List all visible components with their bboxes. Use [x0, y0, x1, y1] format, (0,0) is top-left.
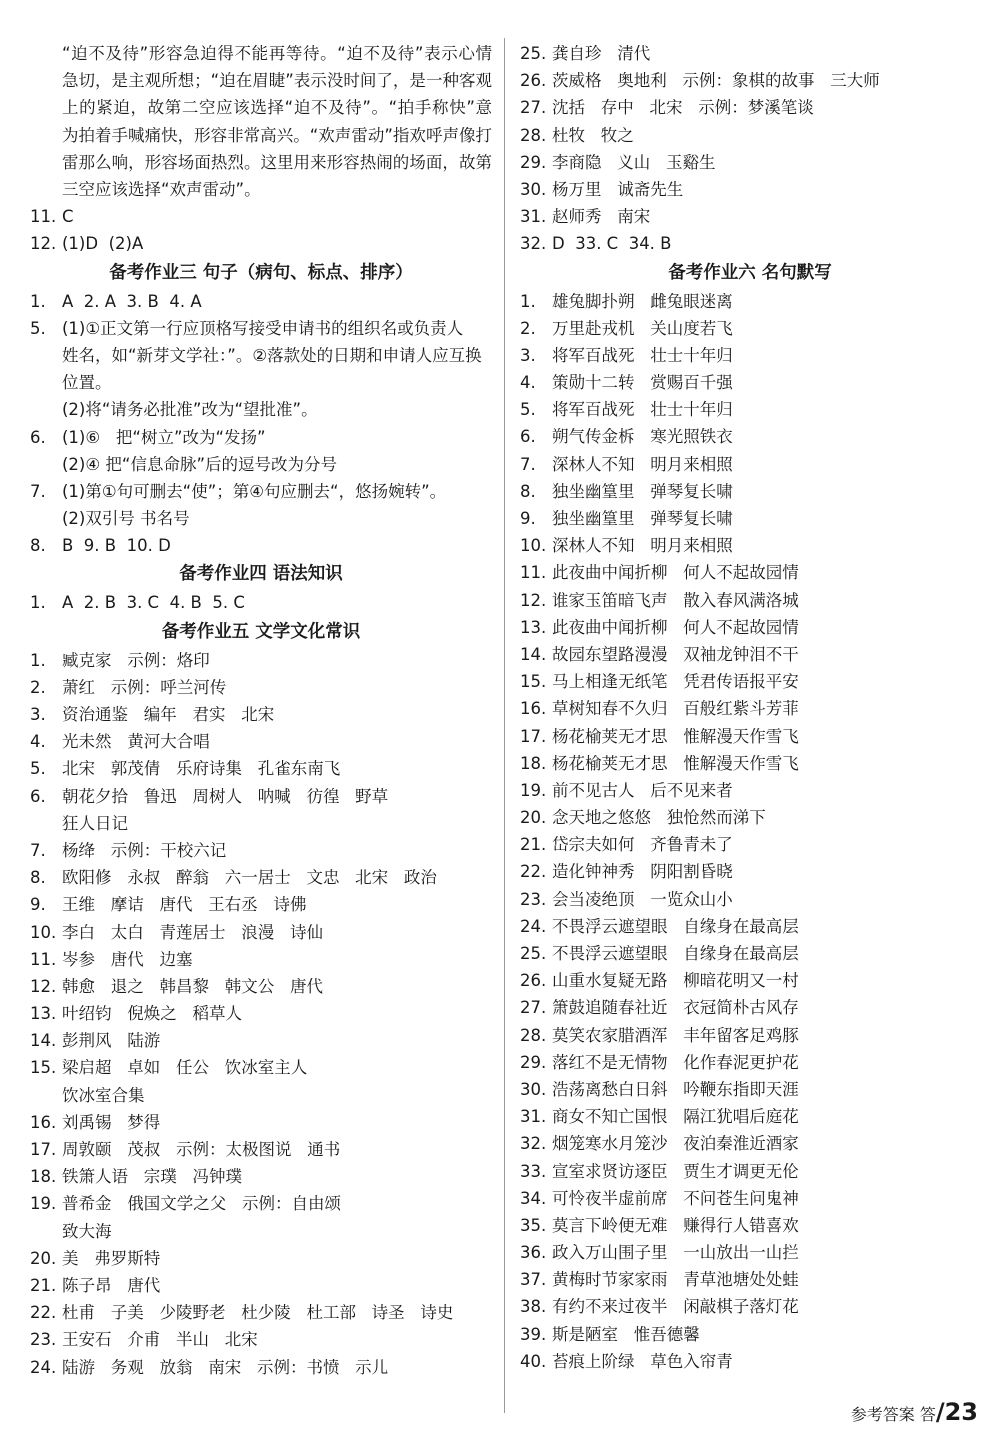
answer-line [30, 674, 492, 701]
intro-paragraph: “迫不及待”形容急迫得不能再等待。“迫不及待”表示心情急切，是主观所想；“迫在眉睫”表示没时间了，是一种客观上的紧迫，故第二空应该选择“迫不及待”。“拍手称快”意为拍着手喊痛快，形容非常高兴。“欢声雷动”指欢呼声像打雷那么响，形容场面热烈。这里用来形容热闹的场面，故第三空应该选择“欢声雷动”。 [62, 44, 492, 200]
item-text: 策勋十二转 赏赐百千强 [552, 373, 733, 393]
answer-line [30, 1109, 492, 1136]
item-number: 19. [30, 1194, 57, 1214]
item-number: 18. [30, 1167, 57, 1187]
item-text: 狂人日记 [62, 813, 128, 833]
item-number: 21. [30, 1275, 57, 1295]
item-text: 韩愈 退之 韩昌黎 韩文公 唐代 [62, 976, 323, 996]
answer-line [520, 1103, 980, 1130]
s3-answer-1: 1. A 2. A 3. B 4. A [30, 291, 202, 311]
item-number: 35. [520, 1215, 547, 1235]
answer-line [520, 1348, 980, 1375]
s3-answer-7: 7. (1)第①句可删去“使”；第④句应删去“，悠扬婉转”。 [30, 481, 447, 501]
answer-line [520, 478, 980, 505]
answer-line [30, 1136, 492, 1163]
item-number: 10. [520, 536, 547, 556]
answer-line [520, 723, 980, 750]
answer-line [520, 1049, 980, 1076]
item-number: 1. [30, 650, 46, 670]
item-number: 6. [30, 786, 46, 806]
item-text: 念天地之悠悠 独怆然而涕下 [552, 808, 766, 828]
s3-answer-6-part2: (2)④ 把“信息命脉”后的逗号改为分号 [62, 454, 338, 474]
item-number: 3. [30, 705, 46, 725]
s3-answer-5-cont: 位置。 [62, 373, 112, 393]
item-text: 草树知春不久归 百般红紫斗芳菲 [552, 699, 799, 719]
item-text: 普希金 俄国文学之父 示例：自由颂 [62, 1194, 341, 1214]
answer-line [520, 315, 980, 342]
item-number: 23. [30, 1330, 57, 1350]
item-text: 深林人不知 明月来相照 [552, 536, 733, 556]
answer-line [520, 804, 980, 831]
item-text: 欧阳修 永叔 醉翁 六一居士 文忠 北宋 政治 [62, 868, 437, 888]
item-number: 12. [30, 976, 57, 996]
item-number: 37. [520, 1270, 547, 1290]
item-number: 1. [520, 291, 536, 311]
item-text: 莫言下岭便无难 赚得行人错喜欢 [552, 1215, 799, 1235]
item-text: 刘禹锡 梦得 [62, 1112, 161, 1132]
item-number: 14. [520, 644, 547, 664]
item-number: 11. [520, 563, 547, 583]
item-number: 2. [520, 318, 536, 338]
answer-line [30, 783, 492, 810]
answer-line [30, 810, 492, 837]
item-text: 马上相逢无纸笔 凭君传语报平安 [552, 672, 799, 692]
answer-line [520, 342, 980, 369]
item-text: 有约不来过夜半 闲敲棋子落灯花 [552, 1297, 799, 1317]
footer-label: 参考答案 [850, 1405, 915, 1424]
item-text: 黄梅时节家家雨 青草池塘处处蛙 [552, 1270, 799, 1290]
item-number: 5. [520, 400, 536, 420]
item-number: 29. [520, 1052, 547, 1072]
item-number: 28. [520, 1025, 547, 1045]
left-column [30, 40, 492, 1381]
item-number: 15. [30, 1058, 57, 1078]
item-number: 27. [520, 98, 547, 118]
s3-answer-5-cont: 姓名，如“新芽文学社：”。②落款处的日期和申请人应互换 [62, 345, 482, 365]
item-number: 20. [520, 808, 547, 828]
item-text: 朔气传金柝 寒光照铁衣 [552, 427, 733, 447]
answer-line [520, 67, 980, 94]
answer-line [520, 1185, 980, 1212]
answer-line [30, 973, 492, 1000]
section-heading-4: 备考作业四 语法知识 [179, 564, 343, 585]
item-text: 赵师秀 南宋 [552, 207, 651, 227]
answer-line [520, 369, 980, 396]
item-text: D 33. C 34. B [552, 234, 672, 254]
item-number: 3. [520, 345, 536, 365]
item-text: 光未然 黄河大合唱 [62, 732, 210, 752]
item-number: 26. [520, 971, 547, 991]
answer-line [520, 451, 980, 478]
answer-line [520, 559, 980, 586]
item-text: 可怜夜半虚前席 不问苍生问鬼神 [552, 1188, 799, 1208]
answer-line [30, 1163, 492, 1190]
answer-line [30, 755, 492, 782]
item-text: 萧红 示例：呼兰河传 [62, 677, 227, 697]
answer-line [30, 1272, 492, 1299]
item-number: 5. [30, 759, 46, 779]
item-text: 万里赴戎机 关山度若飞 [552, 318, 733, 338]
item-number: 18. [520, 753, 547, 773]
item-text: 王安石 介甫 半山 北宋 [62, 1330, 258, 1350]
answer-line [520, 94, 980, 121]
item-text: 致大海 [62, 1221, 112, 1241]
answer-line [30, 864, 492, 891]
item-number: 24. [30, 1357, 57, 1377]
item-number: 34. [520, 1188, 547, 1208]
answer-line [520, 967, 980, 994]
answer-line [520, 532, 980, 559]
answer-line [520, 886, 980, 913]
item-number: 30. [520, 1079, 547, 1099]
answer-line [520, 423, 980, 450]
item-text: 山重水复疑无路 柳暗花明又一村 [552, 971, 799, 991]
item-text: 宣室求贤访逐臣 贾生才调更无伦 [552, 1161, 799, 1181]
column-divider [504, 38, 505, 1413]
answer-line [520, 695, 980, 722]
item-text: 美 弗罗斯特 [62, 1248, 161, 1268]
item-text: 造化钟神秀 阴阳割昏晓 [552, 862, 733, 882]
item-number: 26. [520, 71, 547, 91]
item-text: 臧克家 示例：烙印 [62, 650, 210, 670]
s3-answer-8: 8. B 9. B 10. D [30, 536, 171, 556]
answer-line [30, 1299, 492, 1326]
answer-line [520, 1321, 980, 1348]
item-text: 王维 摩诘 唐代 王右丞 诗佛 [62, 895, 307, 915]
item-text: 斯是陋室 惟吾德馨 [552, 1324, 700, 1344]
answer-line [30, 919, 492, 946]
item-text: 将军百战死 壮士十年归 [552, 400, 733, 420]
item-number: 33. [520, 1161, 547, 1181]
item-text: 杜牧 牧之 [552, 125, 634, 145]
item-text: 陈子昂 唐代 [62, 1275, 161, 1295]
item-text: 此夜曲中闻折柳 何人不起故园情 [552, 563, 799, 583]
item-number: 28. [520, 125, 547, 145]
answer-11: 11. C [30, 207, 74, 227]
item-number: 25. [520, 944, 547, 963]
answer-line [520, 750, 980, 777]
item-text: 杨花榆荚无才思 惟解漫天作雪飞 [552, 753, 799, 773]
item-number: 8. [30, 868, 46, 888]
answer-line [520, 122, 980, 149]
item-number: 17. [520, 726, 547, 746]
answer-line [520, 1130, 980, 1157]
answer-line [520, 1076, 980, 1103]
answer-line [520, 994, 980, 1021]
item-number: 16. [30, 1112, 57, 1132]
item-number: 22. [30, 1303, 57, 1323]
item-number: 7. [520, 454, 536, 474]
answer-line [30, 1054, 492, 1081]
page-number: /23 [935, 1398, 978, 1426]
item-text: 杨花榆荚无才思 惟解漫天作雪飞 [552, 726, 799, 746]
answer-line [520, 858, 980, 885]
item-number: 31. [520, 207, 547, 227]
item-text: 雄兔脚扑朔 雌兔眼迷离 [552, 291, 733, 311]
item-number: 24. [520, 916, 547, 936]
section-5-list-continued [520, 40, 980, 258]
item-number: 21. [520, 835, 547, 855]
item-number: 4. [520, 373, 536, 393]
s3-answer-7-part2: (2)双引号 书名号 [62, 509, 190, 529]
answer-line [520, 831, 980, 858]
answer-line [30, 837, 492, 864]
item-number: 39. [520, 1324, 547, 1344]
item-text: 李商隐 义山 玉谿生 [552, 152, 716, 172]
item-text: 独坐幽篁里 弹琴复长啸 [552, 481, 733, 501]
answer-line [520, 1158, 980, 1185]
item-text: 岱宗夫如何 齐鲁青未了 [552, 835, 733, 855]
item-number: 29. [520, 152, 547, 172]
answer-line [30, 728, 492, 755]
answer-line [520, 288, 980, 315]
item-text: 沈括 存中 北宋 示例：梦溪笔谈 [552, 98, 814, 118]
item-number: 32. [520, 234, 547, 254]
item-text: 独坐幽篁里 弹琴复长啸 [552, 509, 733, 528]
item-number: 9. [520, 509, 536, 528]
item-number: 15. [520, 672, 547, 692]
item-number: 13. [520, 617, 547, 637]
answer-line [520, 1022, 980, 1049]
answer-line [30, 1082, 492, 1109]
answer-line [520, 1239, 980, 1266]
item-text: 杨万里 诚斋先生 [552, 179, 684, 199]
item-number: 7. [30, 840, 46, 860]
item-number: 6. [520, 427, 536, 447]
item-text: 茨威格 奥地利 示例：象棋的故事 三大师 [552, 71, 880, 91]
right-column [520, 40, 980, 1375]
answer-line [30, 701, 492, 728]
item-number: 22. [520, 862, 547, 882]
answer-line [520, 1266, 980, 1293]
item-text: 会当凌绝顶 一览众山小 [552, 889, 733, 909]
item-text: 杜甫 子美 少陵野老 杜少陵 杜工部 诗圣 诗史 [62, 1303, 454, 1323]
item-text: 陆游 务观 放翁 南宋 示例：书愤 示儿 [62, 1357, 389, 1377]
footer-prefix: 答 [919, 1405, 936, 1424]
item-text: 莫笑农家腊酒浑 丰年留客足鸡豚 [552, 1025, 799, 1045]
answer-12: 12. (1)D (2)A [30, 234, 144, 254]
item-text: 深林人不知 明月来相照 [552, 454, 733, 474]
item-text: 此夜曲中闻折柳 何人不起故园情 [552, 617, 799, 637]
item-text: 烟笼寒水月笼沙 夜泊秦淮近酒家 [552, 1134, 799, 1154]
answer-line [30, 1245, 492, 1272]
section-heading-5: 备考作业五 文学文化常识 [161, 621, 361, 642]
answer-line [520, 668, 980, 695]
answer-line [30, 1354, 492, 1381]
answer-line [30, 891, 492, 918]
s3-answer-5: 5. (1)①正文第一行应顶格写接受申请书的组织名或负责人 [30, 318, 464, 338]
answer-line [520, 913, 980, 940]
item-number: 27. [520, 998, 547, 1018]
item-text: 龚自珍 清代 [552, 44, 651, 63]
item-text: 前不见古人 后不见来者 [552, 780, 733, 800]
answer-line [30, 1027, 492, 1054]
item-number: 16. [520, 699, 547, 719]
answer-line [520, 203, 980, 230]
item-number: 12. [520, 590, 547, 610]
answer-line [30, 1000, 492, 1027]
item-text: 商女不知亡国恨 隔江犹唱后庭花 [552, 1107, 799, 1127]
item-text: 梁启超 卓如 任公 饮冰室主人 [62, 1058, 308, 1078]
item-text: 谁家玉笛暗飞声 散入春风满洛城 [552, 590, 799, 610]
section-heading-3: 备考作业三 句子（病句、标点、排序） [109, 262, 413, 283]
item-number: 36. [520, 1243, 547, 1263]
item-number: 40. [520, 1351, 547, 1371]
answer-line [520, 641, 980, 668]
item-number: 2. [30, 677, 46, 697]
item-number: 11. [30, 949, 57, 969]
answer-line [30, 1190, 492, 1217]
item-number: 14. [30, 1031, 57, 1051]
item-number: 38. [520, 1297, 547, 1317]
item-number: 23. [520, 889, 547, 909]
item-text: 苔痕上阶绿 草色入帘青 [552, 1351, 733, 1371]
item-text: 将军百战死 壮士十年归 [552, 345, 733, 365]
item-text: 周敦颐 茂叔 示例：太极图说 通书 [62, 1140, 341, 1160]
item-text: 故园东望路漫漫 双袖龙钟泪不干 [552, 644, 799, 664]
answer-line [520, 1293, 980, 1320]
section-5-list [30, 647, 492, 1381]
section-6-list [520, 288, 980, 1376]
item-text: 彭荆风 陆游 [62, 1031, 161, 1051]
item-number: 32. [520, 1134, 547, 1154]
section-heading-6: 备考作业六 名句默写 [668, 262, 832, 283]
item-text: 叶绍钧 倪焕之 稻草人 [62, 1004, 242, 1024]
item-text: 朝花夕拾 鲁迅 周树人 呐喊 彷徨 野草 [62, 786, 389, 806]
s4-answer-1: 1. A 2. B 3. C 4. B 5. C [30, 593, 245, 613]
s3-answer-5-part2: (2)将“请务必批准”改为“望批准”。 [62, 400, 318, 420]
page-footer [851, 1398, 978, 1426]
answer-line [30, 647, 492, 674]
answer-line [30, 946, 492, 973]
item-number: 31. [520, 1107, 547, 1127]
answer-line [520, 777, 980, 804]
item-text: 不畏浮云遮望眼 自缘身在最高层 [552, 944, 799, 963]
answer-line [30, 1326, 492, 1353]
item-number: 4. [30, 732, 46, 752]
item-number: 13. [30, 1004, 57, 1024]
answer-line [520, 587, 980, 614]
item-number: 19. [520, 780, 547, 800]
answer-line [520, 176, 980, 203]
answer-line [520, 505, 980, 532]
item-number: 20. [30, 1248, 57, 1268]
item-text: 浩荡离愁白日斜 吟鞭东指即天涯 [552, 1079, 799, 1099]
s3-answer-6: 6. (1)⑥ 把“树立”改为“发扬” [30, 427, 266, 447]
item-number: 25. [520, 44, 547, 63]
answer-line [30, 1218, 492, 1245]
item-number: 30. [520, 179, 547, 199]
item-number: 10. [30, 922, 57, 942]
item-number: 17. [30, 1140, 57, 1160]
item-text: 李白 太白 青莲居士 浪漫 诗仙 [62, 922, 323, 942]
item-text: 北宋 郭茂倩 乐府诗集 孔雀东南飞 [62, 759, 341, 779]
item-text: 饮冰室合集 [62, 1085, 145, 1105]
item-text: 箫鼓追随春社近 衣冠简朴古风存 [552, 998, 799, 1018]
item-number: 9. [30, 895, 46, 915]
answer-line [520, 40, 980, 67]
item-text: 落红不是无情物 化作春泥更护花 [552, 1052, 799, 1072]
answer-line [520, 940, 980, 967]
answer-line [520, 230, 980, 257]
item-text: 岑参 唐代 边塞 [62, 949, 193, 969]
item-text: 政入万山围子里 一山放出一山拦 [552, 1243, 799, 1263]
answer-line [520, 1212, 980, 1239]
item-text: 杨绛 示例：干校六记 [62, 840, 227, 860]
item-number: 8. [520, 481, 536, 501]
item-text: 不畏浮云遮望眼 自缘身在最高层 [552, 916, 799, 936]
answer-line [520, 149, 980, 176]
item-text: 资治通鉴 编年 君实 北宋 [62, 705, 275, 725]
answer-line [520, 396, 980, 423]
item-text: 铁箫人语 宗璞 冯钟璞 [62, 1167, 242, 1187]
answer-line [520, 614, 980, 641]
